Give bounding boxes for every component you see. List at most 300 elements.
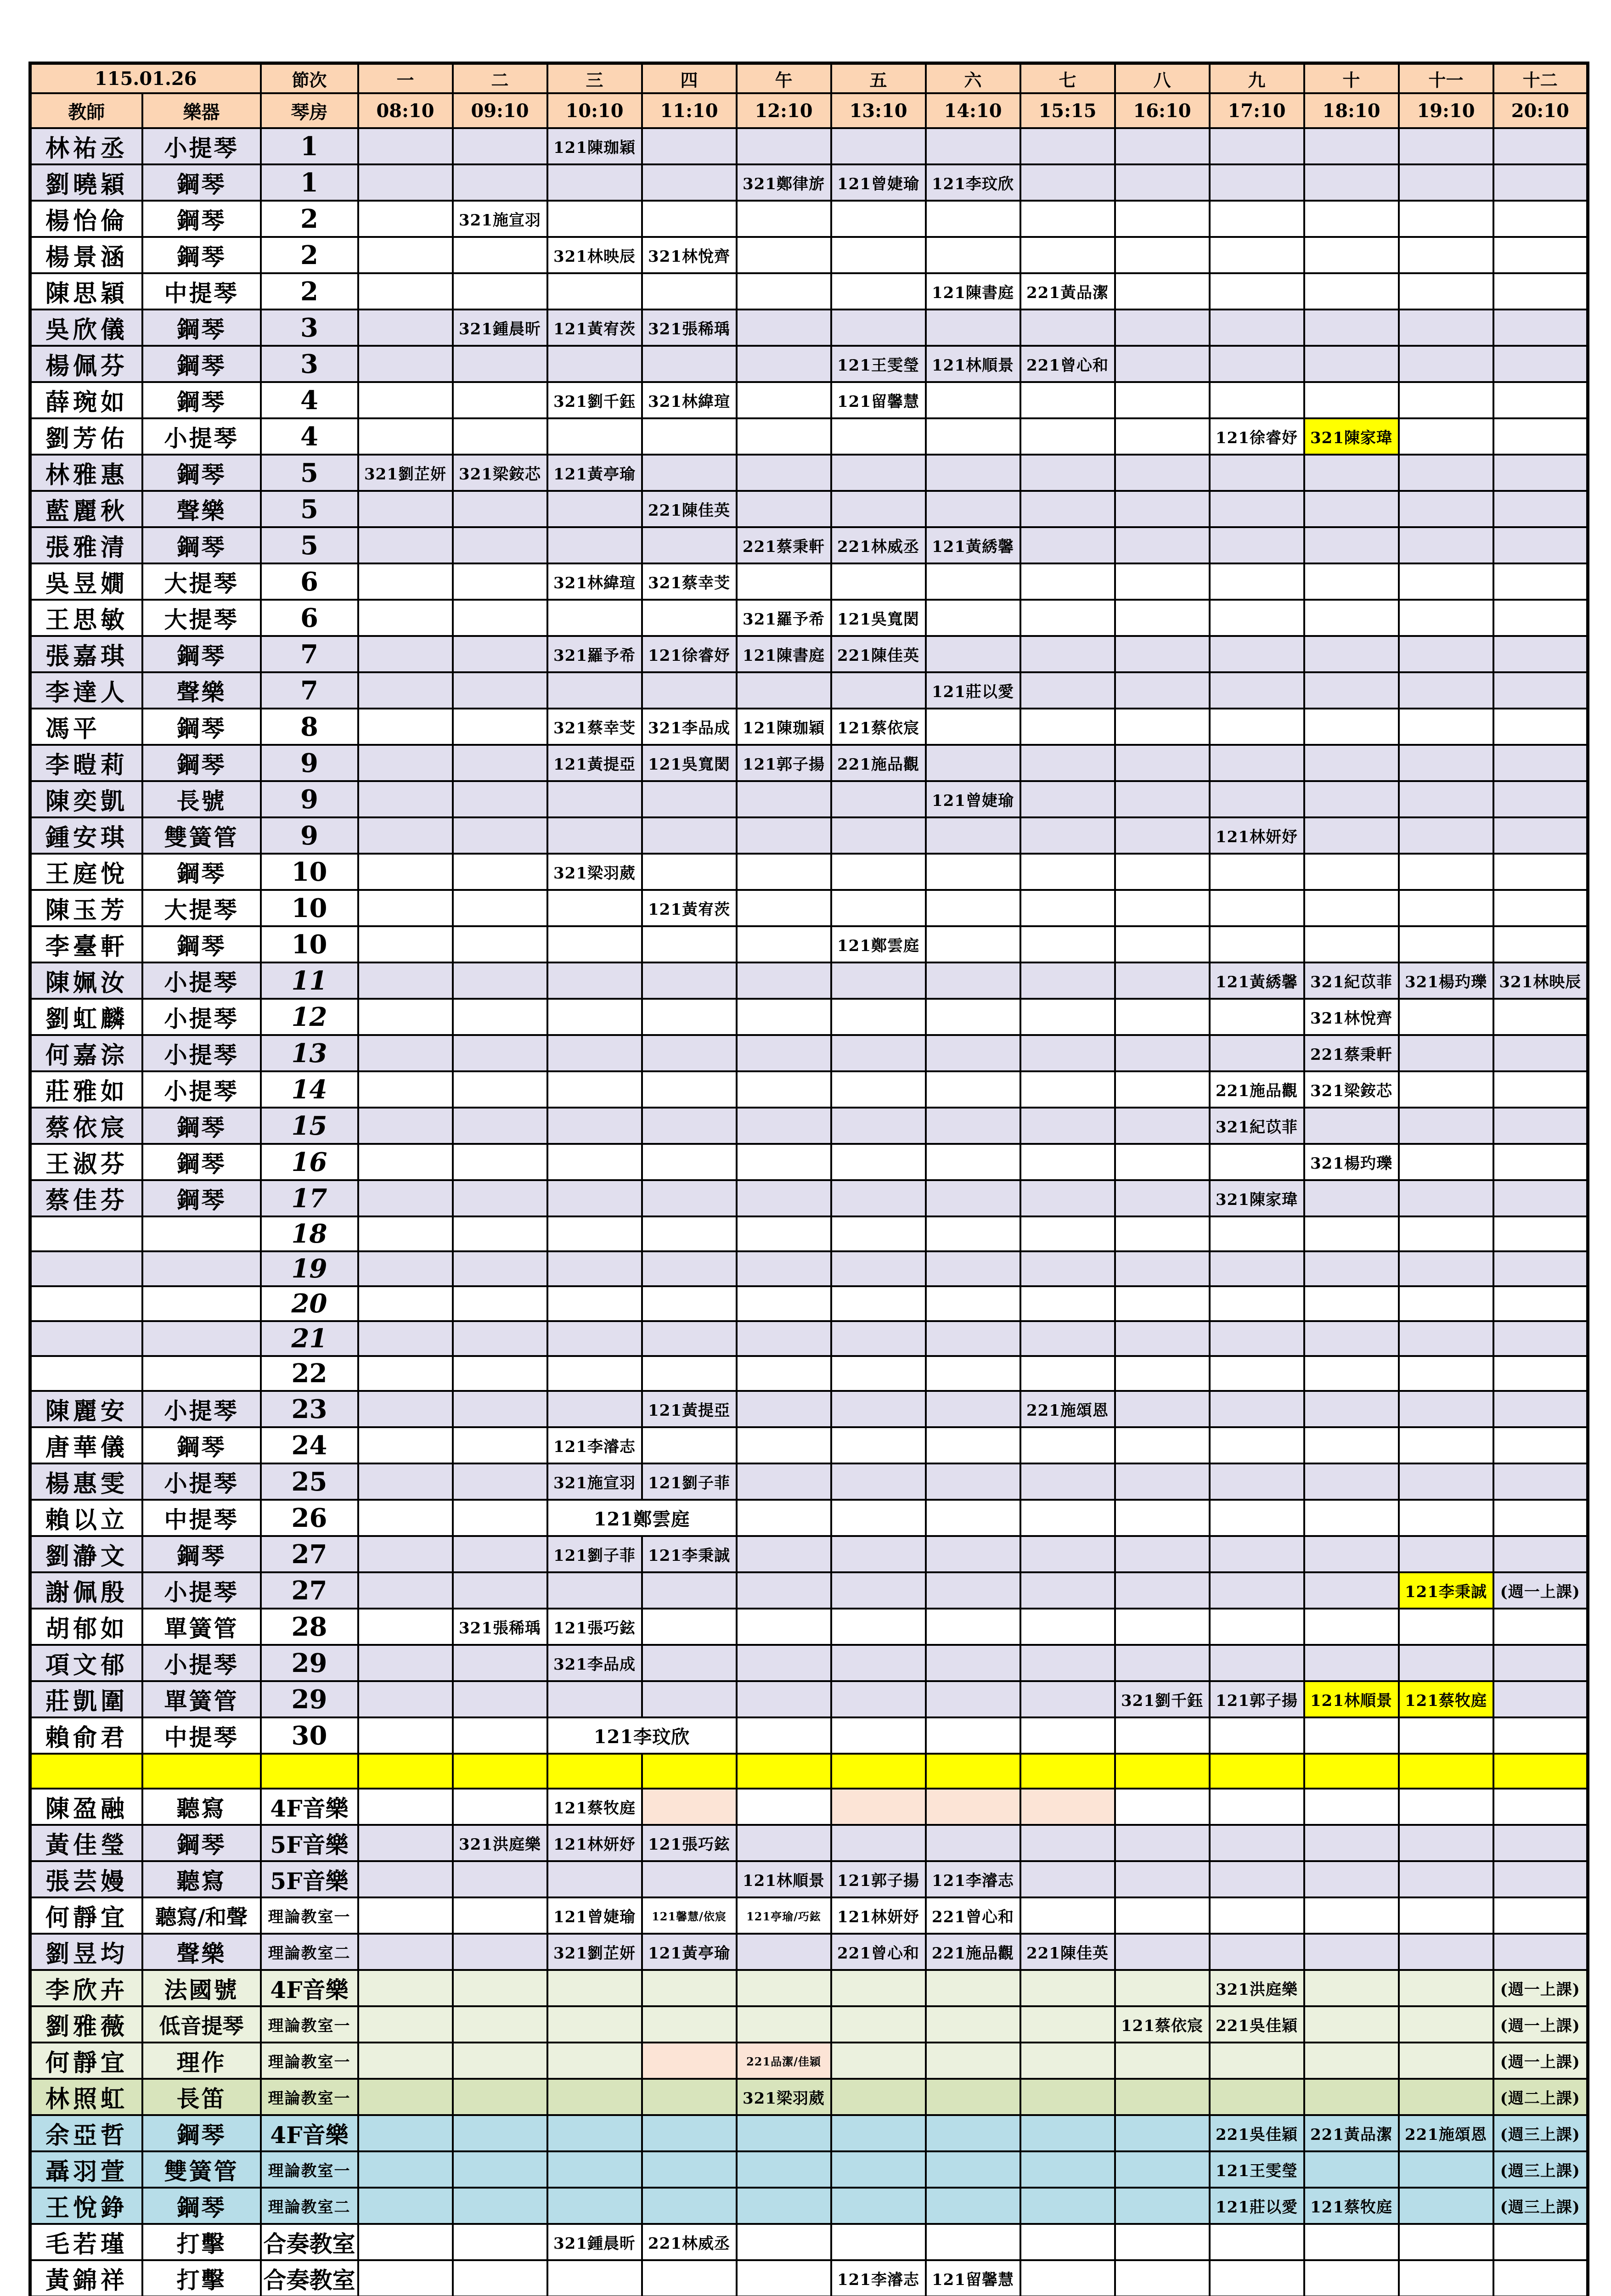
teacher-name: 楊怡倫 (30, 201, 142, 237)
lesson-slot: 221陳佳英 (1020, 1934, 1115, 1970)
teacher-name: 馮平 (30, 709, 142, 745)
lesson-slot (1304, 273, 1399, 310)
lesson-slot (737, 1609, 831, 1645)
lesson-slot (547, 1251, 642, 1286)
lesson-slot (453, 1108, 547, 1144)
lesson-slot (926, 382, 1020, 418)
instrument (142, 1216, 261, 1251)
instrument: 鋼琴 (142, 1825, 261, 1861)
lesson-slot (1210, 273, 1304, 310)
lesson-slot (1399, 1825, 1493, 1861)
lesson-slot (358, 926, 453, 962)
lesson-slot (737, 1071, 831, 1108)
room-number: 5F音樂 (261, 1825, 358, 1861)
lesson-slot (1210, 672, 1304, 709)
lesson-slot (1020, 418, 1115, 455)
room-number: 11 (261, 962, 358, 999)
lesson-slot (737, 1717, 831, 1754)
room-number: 24 (261, 1427, 358, 1463)
lesson-slot (358, 237, 453, 273)
lesson-slot (831, 2151, 926, 2188)
lesson-slot (926, 926, 1020, 962)
lesson-slot (547, 1356, 642, 1391)
schedule-row (30, 600, 1588, 636)
teacher-name: 藍麗秋 (30, 491, 142, 527)
lesson-slot (642, 1286, 737, 1321)
lesson-slot (642, 1356, 737, 1391)
lesson-slot (1210, 1717, 1304, 1754)
lesson-slot (1115, 854, 1210, 890)
instrument: 小提琴 (142, 128, 261, 164)
lesson-slot (642, 1071, 737, 1108)
lesson-slot (1304, 310, 1399, 346)
lesson-slot (358, 1463, 453, 1500)
lesson-slot (453, 600, 547, 636)
lesson-slot (1115, 1717, 1210, 1754)
time-12: 20:10 (1493, 93, 1588, 128)
lesson-slot (926, 854, 1020, 890)
teacher-name: 陳麗安 (30, 1391, 142, 1427)
lesson-slot (358, 1144, 453, 1180)
lesson-slot (642, 273, 737, 310)
lesson-slot: 121陳書庭 (737, 636, 831, 672)
lesson-slot (1399, 600, 1493, 636)
lesson-slot: 121林妍妤 (1210, 817, 1304, 854)
lesson-slot (1399, 1356, 1493, 1391)
lesson-slot (1115, 1572, 1210, 1609)
divider-cell (30, 1754, 142, 1789)
lesson-slot (1115, 1500, 1210, 1536)
lesson-slot (547, 672, 642, 709)
teacher-name: 何靜宜 (30, 1897, 142, 1934)
lesson-slot (1115, 201, 1210, 237)
lesson-slot (358, 382, 453, 418)
lesson-slot (358, 310, 453, 346)
lesson-slot (1304, 709, 1399, 745)
lesson-slot (1304, 2006, 1399, 2043)
lesson-slot (453, 817, 547, 854)
lesson-slot (1210, 201, 1304, 237)
lesson-slot (1304, 1970, 1399, 2006)
lesson-slot (642, 1035, 737, 1071)
lesson-slot (1399, 310, 1493, 346)
time-3: 10:10 (547, 93, 642, 128)
lesson-slot (1115, 1427, 1210, 1463)
schedule-row (30, 1463, 1588, 1500)
lesson-slot (547, 1681, 642, 1717)
lesson-slot (831, 1391, 926, 1427)
lesson-slot (642, 418, 737, 455)
lesson-slot (1493, 1717, 1588, 1754)
lesson-slot (1399, 382, 1493, 418)
instrument: 鋼琴 (142, 1108, 261, 1144)
lesson-slot (358, 600, 453, 636)
lesson-slot (831, 1609, 926, 1645)
lesson-slot (547, 2188, 642, 2224)
lesson-slot (642, 2151, 737, 2188)
lesson-slot (1493, 1536, 1588, 1572)
room-number: 21 (261, 1321, 358, 1356)
time-11: 19:10 (1399, 93, 1493, 128)
lesson-slot (1399, 709, 1493, 745)
room-number: 4 (261, 382, 358, 418)
lesson-slot (1020, 1572, 1115, 1609)
lesson-slot (1210, 2043, 1304, 2079)
room-number: 9 (261, 817, 358, 854)
lesson-slot (1304, 2079, 1399, 2115)
lesson-slot (1493, 346, 1588, 382)
lesson-slot (926, 201, 1020, 237)
schedule-row (30, 1251, 1588, 1286)
lesson-slot (1020, 854, 1115, 890)
lesson-slot (1115, 2260, 1210, 2296)
lesson-slot (1399, 563, 1493, 600)
header-row-times (30, 93, 1588, 128)
teacher-name: 余亞哲 (30, 2115, 142, 2151)
room-number: 27 (261, 1572, 358, 1609)
lesson-slot (1493, 854, 1588, 890)
instrument: 鋼琴 (142, 164, 261, 201)
room-number: 22 (261, 1356, 358, 1391)
teacher-name: 吳昱嫺 (30, 563, 142, 600)
lesson-slot (453, 1321, 547, 1356)
instrument: 大提琴 (142, 563, 261, 600)
lesson-slot (831, 2079, 926, 2115)
lesson-slot: 221吳佳穎 (1210, 2115, 1304, 2151)
lesson-slot (1493, 1609, 1588, 1645)
instrument: 鋼琴 (142, 1427, 261, 1463)
teacher-name: 唐華儀 (30, 1427, 142, 1463)
period-label: 節次 (261, 63, 358, 94)
lesson-slot (358, 672, 453, 709)
lesson-slot (547, 890, 642, 926)
teacher-name: 陳盈融 (30, 1789, 142, 1825)
lesson-slot (1304, 1321, 1399, 1356)
lesson-slot (642, 2043, 737, 2079)
lesson-slot (926, 1356, 1020, 1391)
lesson-slot (737, 1463, 831, 1500)
lesson-slot (737, 1144, 831, 1180)
lesson-slot (1304, 2151, 1399, 2188)
lesson-slot (1304, 1391, 1399, 1427)
lesson-slot (547, 1035, 642, 1071)
lesson-slot (737, 1500, 831, 1536)
lesson-slot (1020, 2151, 1115, 2188)
teacher-name: 莊凱圍 (30, 1681, 142, 1717)
lesson-slot (1210, 1789, 1304, 1825)
lesson-slot (1020, 1035, 1115, 1071)
lesson-slot: 321劉千鈺 (1115, 1681, 1210, 1717)
room-column-header: 琴房 (261, 93, 358, 128)
instrument: 中提琴 (142, 1500, 261, 1536)
schedule-row (30, 1321, 1588, 1356)
lesson-slot: 321劉芷妍 (358, 455, 453, 491)
schedule-row (30, 1071, 1588, 1108)
lesson-slot (831, 781, 926, 817)
lesson-slot (1115, 346, 1210, 382)
weekday-note: (週一上課) (1493, 2043, 1588, 2079)
teacher-name: 劉昱均 (30, 1934, 142, 1970)
lesson-slot (1304, 1934, 1399, 1970)
lesson-slot (358, 491, 453, 527)
schedule-row (30, 1970, 1588, 2006)
lesson-slot (1399, 2006, 1493, 2043)
lesson-slot (1020, 310, 1115, 346)
lesson-slot (1020, 563, 1115, 600)
schedule-date: 115.01.26 (30, 63, 261, 94)
instrument: 鋼琴 (142, 455, 261, 491)
lesson-slot (642, 1789, 737, 1825)
lesson-slot (1399, 1144, 1493, 1180)
lesson-slot (1399, 1321, 1493, 1356)
instrument-column-header: 樂器 (142, 93, 261, 128)
lesson-slot: 321羅予希 (547, 636, 642, 672)
teacher-name: 李臺軒 (30, 926, 142, 962)
schedule-row (30, 709, 1588, 745)
lesson-slot (1020, 962, 1115, 999)
lesson-slot (1399, 237, 1493, 273)
lesson-slot (1115, 1108, 1210, 1144)
lesson-slot (453, 781, 547, 817)
teacher-column-header: 教師 (30, 93, 142, 128)
lesson-slot (453, 1934, 547, 1970)
room-number: 27 (261, 1536, 358, 1572)
lesson-slot (358, 346, 453, 382)
lesson-slot: 221曾心和 (831, 1934, 926, 1970)
schedule-row (30, 2188, 1588, 2224)
lesson-slot (1115, 926, 1210, 962)
room-number: 30 (261, 1717, 358, 1754)
instrument: 雙簧管 (142, 817, 261, 854)
lesson-slot: 321洪庭樂 (1210, 1970, 1304, 2006)
lesson-slot (1399, 1536, 1493, 1572)
lesson-slot (358, 1717, 453, 1754)
lesson-slot (1304, 2224, 1399, 2260)
lesson-slot (1115, 1861, 1210, 1897)
time-8: 16:10 (1115, 93, 1210, 128)
lesson-slot (1399, 128, 1493, 164)
lesson-slot: 121蔡牧庭 (547, 1789, 642, 1825)
lesson-slot: 121黃提亞 (642, 1391, 737, 1427)
lesson-slot (642, 1970, 737, 2006)
lesson-slot (1020, 2224, 1115, 2260)
lesson-slot (1210, 2079, 1304, 2115)
lesson-slot (1210, 1144, 1304, 1180)
room-number: 理論教室一 (261, 2006, 358, 2043)
lesson-slot (1210, 1897, 1304, 1934)
lesson-slot (1493, 1934, 1588, 1970)
teacher-name: 楊景涵 (30, 237, 142, 273)
lesson-slot (642, 2260, 737, 2296)
lesson-slot (1304, 382, 1399, 418)
lesson-slot (737, 1108, 831, 1144)
instrument: 長笛 (142, 2079, 261, 2115)
lesson-slot (1115, 310, 1210, 346)
lesson-slot (1399, 1500, 1493, 1536)
lesson-slot (1304, 2260, 1399, 2296)
lesson-slot (453, 1356, 547, 1391)
lesson-slot (358, 2260, 453, 2296)
lesson-slot (1493, 600, 1588, 636)
lesson-slot (831, 2043, 926, 2079)
lesson-slot (358, 1897, 453, 1934)
time-7: 15:15 (1020, 93, 1115, 128)
lesson-slot (1493, 1035, 1588, 1071)
lesson-slot (453, 636, 547, 672)
lesson-slot (642, 1180, 737, 1216)
teacher-name: 陳玉芳 (30, 890, 142, 926)
lesson-slot (547, 1572, 642, 1609)
lesson-slot: 321林緯瑄 (547, 563, 642, 600)
lesson-slot (1493, 1251, 1588, 1286)
lesson-slot (926, 1572, 1020, 1609)
lesson-slot (358, 563, 453, 600)
lesson-slot (926, 600, 1020, 636)
lesson-slot: 221蔡秉軒 (1304, 1035, 1399, 1071)
instrument: 聽寫 (142, 1861, 261, 1897)
lesson-slot (1399, 854, 1493, 890)
lesson-slot (831, 1180, 926, 1216)
teacher-name (30, 1216, 142, 1251)
instrument: 鋼琴 (142, 636, 261, 672)
lesson-slot (358, 2115, 453, 2151)
lesson-slot: 121林順景 (1304, 1681, 1399, 1717)
schedule-row (30, 164, 1588, 201)
room-number: 7 (261, 672, 358, 709)
lesson-slot: 221曾心和 (926, 1897, 1020, 1934)
instrument: 鋼琴 (142, 2115, 261, 2151)
lesson-slot (1399, 1286, 1493, 1321)
lesson-slot (1115, 672, 1210, 709)
instrument: 小提琴 (142, 999, 261, 1035)
lesson-slot (926, 1717, 1020, 1754)
lesson-slot (453, 2043, 547, 2079)
divider-cell (142, 1754, 261, 1789)
lesson-slot: 221施頌恩 (1020, 1391, 1115, 1427)
instrument: 大提琴 (142, 600, 261, 636)
lesson-slot (926, 1645, 1020, 1681)
lesson-slot (1304, 1897, 1399, 1934)
lesson-slot (1493, 128, 1588, 164)
lesson-slot (737, 2260, 831, 2296)
lesson-slot (831, 237, 926, 273)
lesson-slot (1210, 1536, 1304, 1572)
lesson-slot (926, 1180, 1020, 1216)
instrument: 聽寫 (142, 1789, 261, 1825)
instrument: 鋼琴 (142, 1536, 261, 1572)
lesson-slot (1210, 310, 1304, 346)
lesson-slot (1115, 1897, 1210, 1934)
lesson-slot (1210, 1645, 1304, 1681)
divider-cell (1304, 1754, 1399, 1789)
lesson-slot: 321鍾晨昕 (547, 2224, 642, 2260)
lesson-slot (1493, 201, 1588, 237)
lesson-slot: 321李品成 (547, 1645, 642, 1681)
lesson-slot (1493, 310, 1588, 346)
lesson-slot (547, 2151, 642, 2188)
teacher-name (30, 1251, 142, 1286)
lesson-slot (642, 1108, 737, 1144)
room-number: 14 (261, 1071, 358, 1108)
divider-cell (737, 1754, 831, 1789)
teacher-name: 楊佩芬 (30, 346, 142, 382)
lesson-slot (547, 2079, 642, 2115)
room-number: 5 (261, 491, 358, 527)
lesson-slot (1399, 1970, 1493, 2006)
room-number: 10 (261, 890, 358, 926)
lesson-slot (453, 1427, 547, 1463)
lesson-slot (1304, 527, 1399, 563)
lesson-slot (1399, 817, 1493, 854)
divider-cell (1493, 1754, 1588, 1789)
lesson-slot (831, 2006, 926, 2043)
lesson-slot (642, 527, 737, 563)
lesson-slot (1020, 600, 1115, 636)
lesson-slot: 121徐睿妤 (642, 636, 737, 672)
lesson-slot (1020, 237, 1115, 273)
instrument: 小提琴 (142, 418, 261, 455)
lesson-slot: 121王雯瑩 (831, 346, 926, 382)
lesson-slot (547, 1861, 642, 1897)
instrument: 鋼琴 (142, 926, 261, 962)
instrument: 鋼琴 (142, 527, 261, 563)
lesson-slot (831, 999, 926, 1035)
room-number: 理論教室一 (261, 2151, 358, 2188)
room-number: 19 (261, 1251, 358, 1286)
lesson-slot (926, 2115, 1020, 2151)
lesson-slot (358, 164, 453, 201)
period-7: 七 (1020, 63, 1115, 94)
lesson-slot (1020, 745, 1115, 781)
lesson-slot (453, 1286, 547, 1321)
lesson-slot (1304, 636, 1399, 672)
lesson-slot: 121蔡牧庭 (1304, 2188, 1399, 2224)
lesson-slot (737, 962, 831, 999)
lesson-slot (737, 890, 831, 926)
lesson-slot (1210, 346, 1304, 382)
divider-cell (831, 1754, 926, 1789)
period-8: 八 (1115, 63, 1210, 94)
lesson-slot (1304, 890, 1399, 926)
lesson-slot (358, 1216, 453, 1251)
divider-cell (1210, 1754, 1304, 1789)
schedule-row (30, 527, 1588, 563)
lesson-slot (1115, 999, 1210, 1035)
lesson-slot (737, 672, 831, 709)
lesson-slot (737, 563, 831, 600)
lesson-slot (1399, 1861, 1493, 1897)
lesson-slot (1399, 1897, 1493, 1934)
lesson-slot (642, 1144, 737, 1180)
schedule-row (30, 1825, 1588, 1861)
period-noon: 午 (737, 63, 831, 94)
lesson-slot (1115, 1536, 1210, 1572)
lesson-slot (453, 745, 547, 781)
lesson-slot (453, 418, 547, 455)
lesson-slot (737, 1251, 831, 1286)
room-number: 7 (261, 636, 358, 672)
lesson-slot (831, 2188, 926, 2224)
lesson-slot: 321洪庭樂 (453, 1825, 547, 1861)
schedule-row (30, 1536, 1588, 1572)
lesson-slot (453, 2151, 547, 2188)
lesson-slot (642, 1216, 737, 1251)
lesson-slot (1399, 1251, 1493, 1286)
lesson-slot (1115, 2043, 1210, 2079)
lesson-slot (1304, 1180, 1399, 1216)
lesson-slot (1399, 1071, 1493, 1108)
room-number: 29 (261, 1681, 358, 1717)
